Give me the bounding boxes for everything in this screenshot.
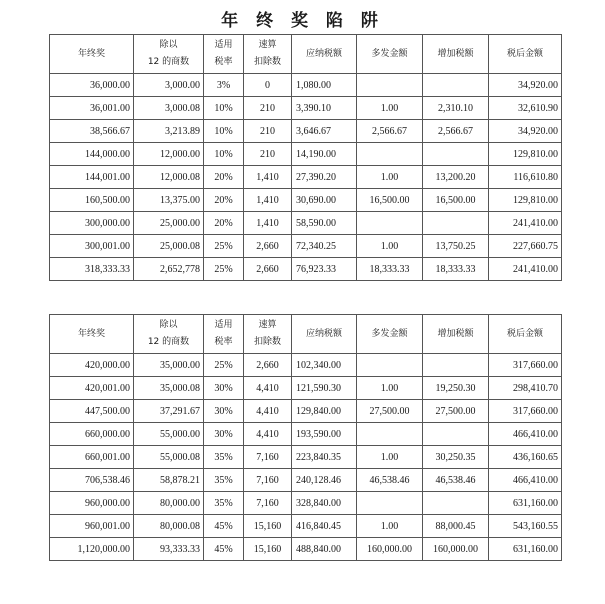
cell-quotient: 58,878.21	[134, 469, 204, 492]
cell-net: 116,610.80	[489, 166, 562, 189]
cell-deduction: 7,160	[244, 492, 292, 515]
cell-deduction: 2,660	[244, 354, 292, 377]
cell-quotient: 2,652,778	[134, 258, 204, 281]
cell-net: 129,810.00	[489, 189, 562, 212]
cell-extra: 16,500.00	[357, 189, 423, 212]
cell-deduction: 7,160	[244, 469, 292, 492]
cell-increase: 88,000.45	[423, 515, 489, 538]
table-row	[50, 143, 562, 166]
header-increase: 增加税额	[423, 35, 489, 74]
cell-tax: 14,190.00	[292, 143, 357, 166]
cell-quotient: 35,000.08	[134, 377, 204, 400]
cell-net: 227,660.75	[489, 235, 562, 258]
table-row	[50, 354, 562, 377]
cell-tax: 1,080.00	[292, 74, 357, 97]
cell-net: 241,410.00	[489, 212, 562, 235]
cell-tax: 328,840.00	[292, 492, 357, 515]
cell-extra: 1.00	[357, 377, 423, 400]
tax-table-1	[49, 34, 562, 281]
cell-tax: 27,390.20	[292, 166, 357, 189]
cell-net: 34,920.00	[489, 120, 562, 143]
cell-net: 32,610.90	[489, 97, 562, 120]
cell-rate: 10%	[204, 97, 244, 120]
table-row	[50, 492, 562, 515]
header-extra: 多发金额	[357, 35, 423, 74]
cell-extra: 46,538.46	[357, 469, 423, 492]
cell-bonus: 36,001.00	[50, 97, 134, 120]
cell-tax: 416,840.45	[292, 515, 357, 538]
table-row	[50, 400, 562, 423]
cell-extra: 1.00	[357, 235, 423, 258]
table-row	[50, 74, 562, 97]
cell-quotient: 37,291.67	[134, 400, 204, 423]
cell-net: 317,660.00	[489, 354, 562, 377]
cell-rate: 25%	[204, 258, 244, 281]
cell-extra: 1.00	[357, 166, 423, 189]
table-row	[50, 377, 562, 400]
cell-rate: 10%	[204, 120, 244, 143]
cell-deduction: 1,410	[244, 189, 292, 212]
header-quotient: 除以 12 的商数	[134, 315, 204, 354]
table-row	[50, 235, 562, 258]
cell-tax: 223,840.35	[292, 446, 357, 469]
header-bonus: 年终奖	[50, 35, 134, 74]
cell-increase	[423, 423, 489, 446]
header-net: 税后金额	[489, 35, 562, 74]
cell-net: 34,920.00	[489, 74, 562, 97]
table-row	[50, 538, 562, 561]
header-net: 税后金额	[489, 315, 562, 354]
cell-net: 129,810.00	[489, 143, 562, 166]
cell-deduction: 7,160	[244, 446, 292, 469]
cell-extra	[357, 423, 423, 446]
cell-net: 436,160.65	[489, 446, 562, 469]
cell-quotient: 25,000.08	[134, 235, 204, 258]
cell-tax: 121,590.30	[292, 377, 357, 400]
cell-quotient: 3,000.00	[134, 74, 204, 97]
cell-quotient: 93,333.33	[134, 538, 204, 561]
table-row	[50, 189, 562, 212]
cell-tax: 102,340.00	[292, 354, 357, 377]
cell-increase: 27,500.00	[423, 400, 489, 423]
cell-rate: 25%	[204, 354, 244, 377]
cell-increase: 46,538.46	[423, 469, 489, 492]
cell-bonus: 447,500.00	[50, 400, 134, 423]
table-row	[50, 166, 562, 189]
cell-extra	[357, 492, 423, 515]
header-rate: 适用 税率	[204, 315, 244, 354]
cell-rate: 3%	[204, 74, 244, 97]
cell-net: 631,160.00	[489, 538, 562, 561]
cell-bonus: 706,538.46	[50, 469, 134, 492]
cell-quotient: 55,000.00	[134, 423, 204, 446]
cell-rate: 20%	[204, 189, 244, 212]
cell-net: 631,160.00	[489, 492, 562, 515]
cell-net: 317,660.00	[489, 400, 562, 423]
cell-deduction: 1,410	[244, 166, 292, 189]
cell-rate: 35%	[204, 446, 244, 469]
cell-tax: 129,840.00	[292, 400, 357, 423]
cell-rate: 35%	[204, 492, 244, 515]
header-tax: 应纳税额	[292, 35, 357, 74]
cell-increase	[423, 212, 489, 235]
cell-extra	[357, 74, 423, 97]
cell-quotient: 25,000.00	[134, 212, 204, 235]
cell-increase	[423, 74, 489, 97]
cell-bonus: 660,001.00	[50, 446, 134, 469]
cell-extra: 1.00	[357, 446, 423, 469]
table-2-body	[50, 354, 562, 561]
cell-increase: 2,566.67	[423, 120, 489, 143]
cell-tax: 30,690.00	[292, 189, 357, 212]
cell-net: 241,410.00	[489, 258, 562, 281]
cell-bonus: 36,000.00	[50, 74, 134, 97]
cell-rate: 25%	[204, 235, 244, 258]
cell-deduction: 4,410	[244, 423, 292, 446]
header-tax: 应纳税额	[292, 315, 357, 354]
table-row	[50, 212, 562, 235]
cell-increase: 19,250.30	[423, 377, 489, 400]
cell-quotient: 55,000.08	[134, 446, 204, 469]
cell-deduction: 2,660	[244, 258, 292, 281]
cell-rate: 10%	[204, 143, 244, 166]
cell-bonus: 420,000.00	[50, 354, 134, 377]
cell-extra	[357, 212, 423, 235]
header-bonus: 年终奖	[50, 315, 134, 354]
header-rate: 适用 税率	[204, 35, 244, 74]
cell-bonus: 960,000.00	[50, 492, 134, 515]
table-row	[50, 258, 562, 281]
table-row	[50, 120, 562, 143]
cell-quotient: 80,000.08	[134, 515, 204, 538]
cell-net: 298,410.70	[489, 377, 562, 400]
cell-increase	[423, 354, 489, 377]
header-quotient: 除以 12 的商数	[134, 35, 204, 74]
cell-bonus: 144,001.00	[50, 166, 134, 189]
cell-quotient: 3,000.08	[134, 97, 204, 120]
table-header-row	[50, 315, 562, 354]
cell-deduction: 2,660	[244, 235, 292, 258]
cell-extra: 160,000.00	[357, 538, 423, 561]
header-deduction: 速算 扣除数	[244, 315, 292, 354]
cell-increase: 160,000.00	[423, 538, 489, 561]
table-1-body	[50, 74, 562, 281]
cell-bonus: 144,000.00	[50, 143, 134, 166]
cell-tax: 58,590.00	[292, 212, 357, 235]
header-increase: 增加税额	[423, 315, 489, 354]
cell-increase	[423, 143, 489, 166]
page-title: 年 终 奖 陷 阱	[221, 11, 384, 31]
cell-quotient: 12,000.00	[134, 143, 204, 166]
cell-quotient: 80,000.00	[134, 492, 204, 515]
cell-deduction: 210	[244, 120, 292, 143]
cell-tax: 240,128.46	[292, 469, 357, 492]
cell-quotient: 35,000.00	[134, 354, 204, 377]
header-extra: 多发金额	[357, 315, 423, 354]
cell-increase: 13,750.25	[423, 235, 489, 258]
cell-bonus: 160,500.00	[50, 189, 134, 212]
cell-bonus: 660,000.00	[50, 423, 134, 446]
cell-extra: 18,333.33	[357, 258, 423, 281]
cell-deduction: 210	[244, 143, 292, 166]
cell-extra: 1.00	[357, 515, 423, 538]
cell-deduction: 0	[244, 74, 292, 97]
cell-deduction: 4,410	[244, 377, 292, 400]
cell-quotient: 13,375.00	[134, 189, 204, 212]
cell-increase: 18,333.33	[423, 258, 489, 281]
cell-rate: 30%	[204, 423, 244, 446]
cell-deduction: 1,410	[244, 212, 292, 235]
cell-deduction: 210	[244, 97, 292, 120]
cell-tax: 3,390.10	[292, 97, 357, 120]
cell-tax: 3,646.67	[292, 120, 357, 143]
cell-extra	[357, 354, 423, 377]
cell-increase	[423, 492, 489, 515]
table-row	[50, 423, 562, 446]
cell-bonus: 38,566.67	[50, 120, 134, 143]
cell-quotient: 3,213.89	[134, 120, 204, 143]
cell-net: 543,160.55	[489, 515, 562, 538]
cell-bonus: 1,120,000.00	[50, 538, 134, 561]
cell-rate: 45%	[204, 515, 244, 538]
cell-extra	[357, 143, 423, 166]
cell-net: 466,410.00	[489, 423, 562, 446]
cell-deduction: 15,160	[244, 515, 292, 538]
cell-increase: 16,500.00	[423, 189, 489, 212]
cell-tax: 72,340.25	[292, 235, 357, 258]
cell-rate: 20%	[204, 212, 244, 235]
cell-bonus: 420,001.00	[50, 377, 134, 400]
cell-increase: 30,250.35	[423, 446, 489, 469]
cell-rate: 30%	[204, 400, 244, 423]
tax-table-2	[49, 314, 562, 561]
cell-deduction: 4,410	[244, 400, 292, 423]
cell-tax: 76,923.33	[292, 258, 357, 281]
table-row	[50, 515, 562, 538]
table-row	[50, 97, 562, 120]
cell-rate: 20%	[204, 166, 244, 189]
cell-quotient: 12,000.08	[134, 166, 204, 189]
cell-bonus: 960,001.00	[50, 515, 134, 538]
table-row	[50, 469, 562, 492]
table-header-row	[50, 35, 562, 74]
cell-increase: 13,200.20	[423, 166, 489, 189]
cell-extra: 27,500.00	[357, 400, 423, 423]
cell-bonus: 300,000.00	[50, 212, 134, 235]
cell-rate: 35%	[204, 469, 244, 492]
table-row	[50, 446, 562, 469]
cell-increase: 2,310.10	[423, 97, 489, 120]
cell-tax: 193,590.00	[292, 423, 357, 446]
cell-tax: 488,840.00	[292, 538, 357, 561]
cell-deduction: 15,160	[244, 538, 292, 561]
cell-net: 466,410.00	[489, 469, 562, 492]
cell-extra: 1.00	[357, 97, 423, 120]
header-deduction: 速算 扣除数	[244, 35, 292, 74]
cell-bonus: 300,001.00	[50, 235, 134, 258]
cell-bonus: 318,333.33	[50, 258, 134, 281]
cell-rate: 45%	[204, 538, 244, 561]
cell-extra: 2,566.67	[357, 120, 423, 143]
cell-rate: 30%	[204, 377, 244, 400]
